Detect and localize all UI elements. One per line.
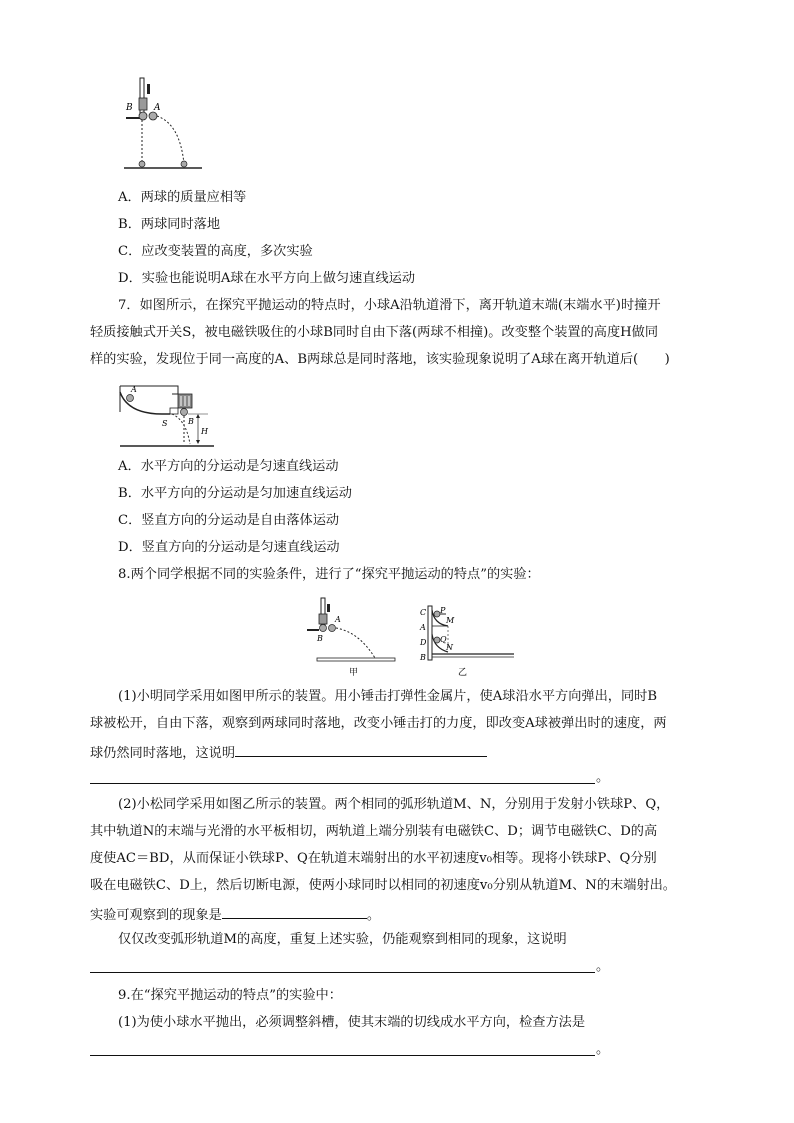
q6-figure	[118, 72, 208, 174]
q8-p2-line: 其中轨道N的末端与光滑的水平板相切，两轨道上端分别装有电磁铁C、D；调节电磁铁C、D的高	[90, 824, 658, 839]
fig-label: A	[131, 385, 137, 394]
fig-label: S	[162, 419, 168, 428]
fig-caption: 甲	[349, 668, 359, 678]
fig-label: H	[201, 427, 208, 436]
q8-p2-observation: 实验可观察到的现象是 。	[90, 904, 380, 925]
q7-figure	[118, 378, 218, 450]
answer-blank[interactable]	[222, 904, 367, 919]
q9-p1: (1)为使小球水平抛出，必须调整斜槽，使其末端的切线成水平方向，检查方法是	[118, 1015, 586, 1030]
fig-label: Q	[440, 635, 447, 644]
fig-label: B	[188, 417, 194, 426]
answer-blank[interactable]	[235, 742, 487, 757]
q8-p3: 仅仅改变弧形轨道M的高度，重复上述实验，仍能观察到相同的现象，这说明	[118, 932, 567, 947]
q7-stem-line: 样的实验，发现位于同一高度的A、B两球总是同时落地，该实验现象说明了A球在离开轨道后( )	[90, 352, 670, 367]
q8-p1-line: 球被松开，自由下落，观察到两球同时落地，改变小锤击打的力度，即改变A球被弹出时的速度，两	[90, 716, 667, 731]
fig-label: P	[440, 606, 446, 615]
q9-stem: 9.在“探究平抛运动的特点”的实验中：	[118, 988, 342, 1003]
q8-figure-jia	[305, 596, 397, 678]
q7-option-d: D．竖直方向的分运动是匀速直线运动	[118, 540, 340, 555]
fig-label: M	[446, 616, 455, 625]
fig-label: A	[154, 103, 161, 113]
period: 。	[596, 1042, 610, 1057]
q8-p2-line: (2)小松同学采用如图乙所示的装置。两个相同的弧形轨道M、N，分别用于发射小铁球P、Q，	[118, 797, 670, 812]
fig-label: C	[420, 608, 427, 617]
fig-label: A	[335, 615, 341, 624]
period: 。	[596, 770, 610, 785]
fig-label: A	[420, 623, 426, 632]
q8-p1-line: (1)小明同学采用如图甲所示的装置。用小锤击打弹性金属片，使A球沿水平方向弹出，同时B	[118, 689, 658, 704]
q6-option-b: B．两球同时落地	[118, 217, 221, 232]
q8-p2-line: 度使AC＝BD，从而保证小铁球P、Q在轨道末端射出的水平初速度v₀相等。现将小铁球P、Q分别	[90, 851, 657, 866]
q7-option-c: C．竖直方向的分运动是自由落体运动	[118, 513, 340, 528]
q7-stem-line: 7．如图所示，在探究平抛运动的特点时，小球A沿轨道滑下，离开轨道末端(末端水平)时撞开	[118, 298, 661, 313]
q7-option-b: B．水平方向的分运动是匀加速直线运动	[118, 486, 352, 501]
q6-option-a: A．两球的质量应相等	[118, 190, 247, 205]
period: 。	[596, 959, 610, 974]
q7-option-a: A．水平方向的分运动是匀速直线运动	[118, 459, 339, 474]
fig-label: B	[317, 634, 323, 643]
fig-label: B	[420, 653, 426, 662]
q8-p2-line: 吸在电磁铁C、D上，然后切断电源，使两小球同时以相同的初速度v₀分别从轨道M、N的末端射出。	[90, 878, 676, 893]
fig-label: D	[420, 638, 427, 647]
q6-option-c: C．应改变装置的高度，多次实验	[118, 244, 313, 259]
q8-p1-line: 球仍然同时落地，这说明	[90, 742, 487, 763]
q8-figure-yi	[418, 604, 518, 680]
fig-label: B	[126, 103, 133, 113]
answer-blank[interactable]	[90, 972, 595, 973]
fig-label: N	[446, 643, 453, 652]
q6-option-d: D．实验也能说明A球在水平方向上做匀速直线运动	[118, 271, 416, 286]
fig-caption: 乙	[458, 668, 468, 678]
answer-blank[interactable]	[90, 783, 595, 784]
q7-stem-line: 轻质接触式开关S，被电磁铁吸住的小球B同时自由下落(两球不相撞)。改变整个装置的高度H做同	[90, 325, 659, 340]
q8-stem: 8.两个同学根据不同的实验条件，进行了“探究平抛运动的特点”的实验：	[118, 567, 540, 582]
answer-blank[interactable]	[90, 1055, 595, 1056]
